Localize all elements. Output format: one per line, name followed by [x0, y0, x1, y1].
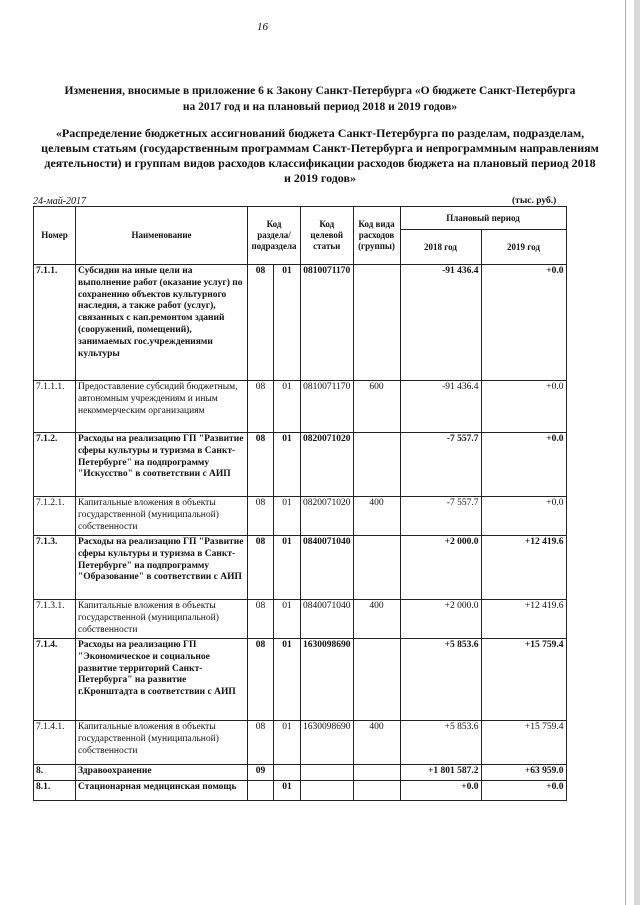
table-row	[34, 265, 567, 381]
scan-edge-line	[625, 0, 626, 905]
row-statya	[301, 781, 354, 801]
row-vid	[353, 265, 400, 381]
table-row	[34, 781, 567, 801]
header-name: Наименование	[76, 207, 248, 265]
document-date: 24-май-2017	[33, 196, 87, 207]
row-number: 7.1.3.	[34, 536, 76, 600]
row-amount-2018: -91 436.4	[400, 265, 481, 381]
row-amount-2019: +0.0	[481, 781, 566, 801]
row-number: 7.1.4.1.	[34, 721, 76, 765]
row-number: 8.	[34, 765, 76, 781]
row-number: 7.1.2.	[34, 433, 76, 497]
table-row	[34, 536, 567, 600]
row-statya: 0820071020	[301, 497, 354, 536]
row-number: 7.1.2.1.	[34, 497, 76, 536]
row-amount-2019: +0.0	[481, 381, 566, 433]
row-amount-2019: +0.0	[481, 265, 566, 381]
header-statya: Код целевой статьи	[301, 207, 354, 265]
row-name: Здравоохранение	[76, 765, 248, 781]
row-statya: 0840071040	[301, 600, 354, 639]
header-vid: Код вида расходов (группы)	[353, 207, 400, 265]
row-podrazdel: 01	[274, 639, 301, 721]
row-name: Предоставление субсидий бюджетным, автономным учреждениям и иным некоммерческим организациям	[76, 381, 248, 433]
row-name: Субсидии на иные цели на выполнение работ (оказание услуг) по сохранению объектов культурного наследия, а также работ (услуг), связанных с кап.ремонтом зданий (сооружений, помещений), занимаемых гос.учреждениями культуры	[76, 265, 248, 381]
row-amount-2018: -7 557.7	[400, 433, 481, 497]
row-vid	[353, 433, 400, 497]
row-podrazdel: 01	[274, 536, 301, 600]
document-title: Изменения, вносимые в приложение 6 к Закону Санкт-Петербурга «О бюджете Санкт-Петербурга на 2017 год и на плановый период 2018 и 2019 годов»	[64, 85, 576, 113]
row-amount-2018: -91 436.4	[400, 381, 481, 433]
row-number: 7.1.1.1.	[34, 381, 76, 433]
row-name: Расходы на реализацию ГП "Развитие сферы культуры и туризма в Санкт-Петербурге" на подпрограмму "Образование" в соответствии с АИП	[76, 536, 248, 600]
row-vid: 600	[353, 381, 400, 433]
row-statya: 0820071020	[301, 433, 354, 497]
row-razdel: 08	[248, 600, 274, 639]
row-name: Расходы на реализацию ГП "Экономическое и социальное развитие территорий Санкт-Петербурга" на развитие г.Кронштадта в соответствии с АИП	[76, 639, 248, 721]
row-amount-2018: +2 000.0	[400, 536, 481, 600]
budget-table	[33, 206, 567, 801]
row-amount-2019: +63 959.0	[481, 765, 566, 781]
row-statya: 0810071170	[301, 381, 354, 433]
row-razdel: 08	[248, 497, 274, 536]
table-row	[34, 497, 567, 536]
table-row	[34, 433, 567, 497]
row-razdel	[248, 781, 274, 801]
table-row	[34, 721, 567, 765]
row-vid	[353, 781, 400, 801]
row-podrazdel: 01	[274, 721, 301, 765]
row-name: Расходы на реализацию ГП "Развитие сферы культуры и туризма в Санкт-Петербурге" на подпрограмму "Искусство" в соответствии с АИП	[76, 433, 248, 497]
row-statya: 0840071040	[301, 536, 354, 600]
row-amount-2019: +15 759.4	[481, 721, 566, 765]
document-subtitle: «Распределение бюджетных ассигнований бюджета Санкт-Петербурга по разделам, подразделам, целевым статьям (государственным программам Санкт-Петербурга и непрограммным направлениям деятельности) и группам видов расходов классификации расходов бюджета на плановый период 2018 и 2019 годов»	[41, 126, 599, 185]
header-2018: 2018 год	[400, 230, 481, 265]
scan-edge	[634, 0, 640, 905]
row-amount-2018: +1 801 587.2	[400, 765, 481, 781]
row-amount-2018: +5 853.6	[400, 721, 481, 765]
row-vid: 400	[353, 721, 400, 765]
row-vid	[353, 639, 400, 721]
row-number: 7.1.4.	[34, 639, 76, 721]
table-row	[34, 639, 567, 721]
row-razdel: 08	[248, 381, 274, 433]
header-2019: 2019 год	[481, 230, 566, 265]
table-row	[34, 381, 567, 433]
row-podrazdel: 01	[274, 600, 301, 639]
row-razdel: 08	[248, 433, 274, 497]
row-amount-2018: +2 000.0	[400, 600, 481, 639]
row-name: Капитальные вложения в объекты государственной (муниципальной) собственности	[76, 721, 248, 765]
row-statya: 1630098690	[301, 721, 354, 765]
row-amount-2019: +15 759.4	[481, 639, 566, 721]
row-vid: 400	[353, 497, 400, 536]
row-vid	[353, 765, 400, 781]
row-podrazdel: 01	[274, 433, 301, 497]
header-nomer: Номер	[34, 207, 76, 265]
row-podrazdel: 01	[274, 265, 301, 381]
row-razdel: 09	[248, 765, 274, 781]
row-statya	[301, 765, 354, 781]
row-podrazdel: 01	[274, 381, 301, 433]
row-podrazdel	[274, 765, 301, 781]
row-razdel: 08	[248, 721, 274, 765]
table-row	[34, 765, 567, 781]
row-number: 7.1.1.	[34, 265, 76, 381]
row-statya: 0810071170	[301, 265, 354, 381]
row-statya: 1630098690	[301, 639, 354, 721]
row-podrazdel: 01	[274, 781, 301, 801]
row-number: 7.1.3.1.	[34, 600, 76, 639]
row-name: Стационарная медицинская помощь	[76, 781, 248, 801]
row-number: 8.1.	[34, 781, 76, 801]
row-amount-2019: +12 419.6	[481, 536, 566, 600]
row-razdel: 08	[248, 265, 274, 381]
row-amount-2019: +12 419.6	[481, 600, 566, 639]
row-vid	[353, 536, 400, 600]
row-podrazdel: 01	[274, 497, 301, 536]
page-number: 16	[257, 21, 268, 33]
row-amount-2018: +5 853.6	[400, 639, 481, 721]
row-name: Капитальные вложения в объекты государственной (муниципальной) собственности	[76, 600, 248, 639]
table-row	[34, 600, 567, 639]
row-amount-2018: -7 557.7	[400, 497, 481, 536]
row-amount-2019: +0.0	[481, 433, 566, 497]
row-razdel: 08	[248, 639, 274, 721]
row-razdel: 08	[248, 536, 274, 600]
row-name: Капитальные вложения в объекты государственной (муниципальной) собственности	[76, 497, 248, 536]
row-vid: 400	[353, 600, 400, 639]
row-amount-2018: +0.0	[400, 781, 481, 801]
units-label: (тыс. руб.)	[512, 196, 557, 206]
header-razdel: Код раздела/ подраздела	[248, 207, 301, 265]
header-period: Плановый период	[400, 207, 566, 230]
row-amount-2019: +0.0	[481, 497, 566, 536]
